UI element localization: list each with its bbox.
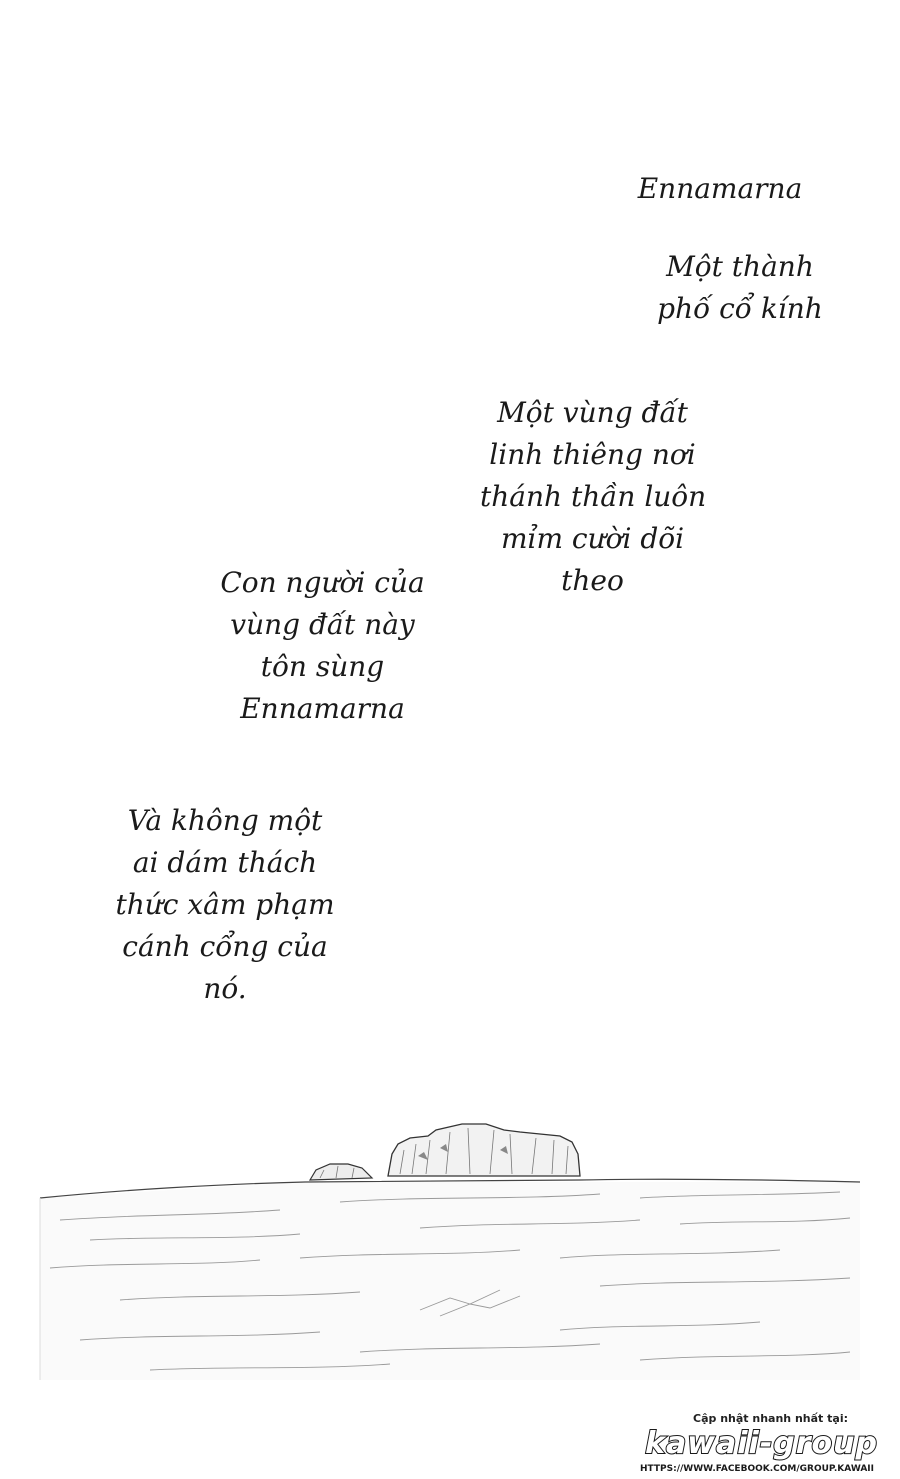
desert-ground	[40, 1182, 860, 1380]
narration-line: linh thiêng nơi	[489, 438, 696, 471]
watermark-logo: kawaii-group	[645, 1426, 878, 1461]
narration-line: ai dám thách	[132, 846, 318, 879]
narration-line: Một thành	[666, 250, 814, 283]
narration-line: cánh cổng của	[122, 930, 328, 963]
watermark-tagline: Cập nhật nhanh nhất tại:	[693, 1412, 848, 1425]
narration-line: Ennamarna	[240, 692, 405, 725]
small-rock	[310, 1164, 372, 1180]
narration-line: Ennamarna	[637, 172, 803, 205]
narration-line: thức xâm phạm	[115, 888, 335, 921]
narration-line: thánh thần luôn	[480, 480, 707, 513]
narration-line: theo	[561, 564, 624, 597]
narration-box-1	[630, 168, 810, 210]
narration-box-3	[480, 392, 705, 602]
desert-landscape-illustration	[0, 1090, 900, 1390]
mesa-rock	[388, 1124, 580, 1176]
watermark-url: HTTPS://WWW.FACEBOOK.COM/GROUP.KAWAII	[640, 1464, 874, 1474]
narration-line: tôn sùng	[260, 650, 385, 683]
narration-line: phố cổ kính	[657, 292, 823, 325]
narration-line: vùng đất này	[230, 608, 415, 641]
narration-box-2	[650, 246, 830, 330]
narration-line: Và không một	[127, 804, 323, 837]
narration-line: mỉm cười dõi	[500, 522, 685, 555]
narration-line: Một vùng đất	[497, 396, 688, 429]
narration-line: Con người của	[220, 566, 425, 599]
narration-box-4	[210, 562, 435, 730]
narration-box-5	[110, 800, 340, 1010]
narration-line: nó.	[203, 972, 247, 1005]
group-watermark	[638, 1412, 878, 1474]
